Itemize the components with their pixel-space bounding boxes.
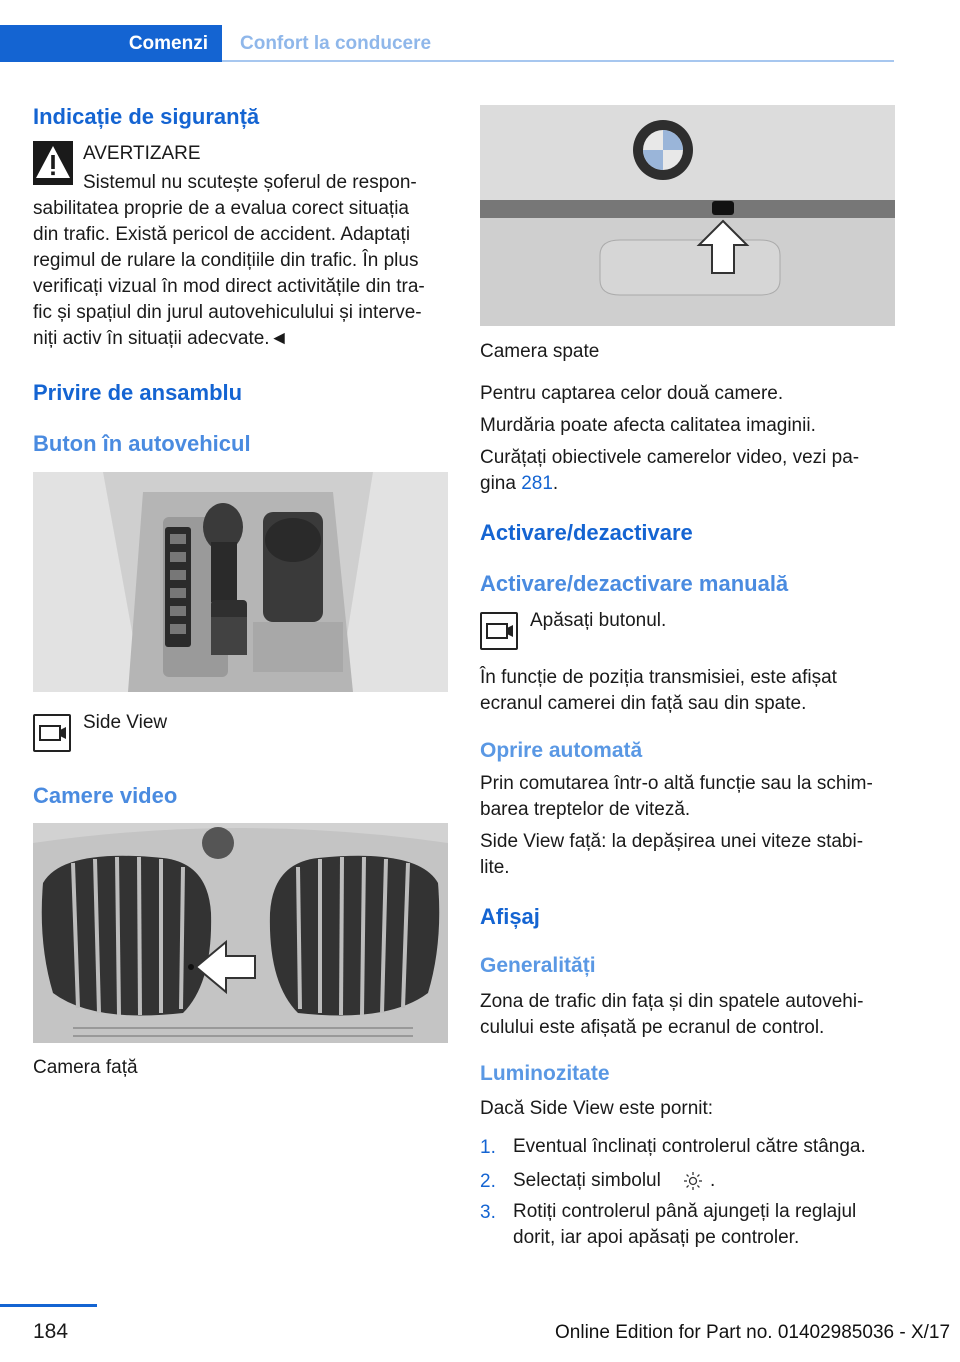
chapter-tabs: [0, 25, 894, 62]
cameras-title: Camere video: [33, 783, 178, 808]
rear-camera-caption: Camera spate: [480, 341, 600, 362]
center-console-photo: [33, 472, 448, 692]
paragraph-dirt: Murdăria poate afecta calitatea imaginii.: [480, 415, 816, 436]
step-number: 2.: [480, 1171, 496, 1192]
button-in-vehicle-title: Buton în autovehicul: [33, 431, 251, 456]
brightness-sun-icon: [683, 1171, 703, 1191]
warning-text-line: niți activ în situații adecvate.◄: [33, 328, 289, 349]
tab-comenzi[interactable]: Comenzi: [0, 25, 222, 62]
warning-text-line: regimul de rulare la condițiile din trafic. În plus: [33, 250, 419, 271]
side-view-text-line: lite.: [480, 857, 510, 878]
side-view-text-line: Side View față: la depășirea unei viteze stabi-: [480, 831, 864, 852]
press-button-text: Apăsați butonul.: [530, 610, 667, 631]
general-text-line: Zona de trafic din fața și din spatele autovehi-: [480, 991, 864, 1012]
page-number-rule: [0, 1304, 97, 1307]
step-text: Selectați simbolul: [513, 1170, 661, 1191]
step-text: Eventual înclinați controlerul către stânga.: [513, 1136, 866, 1157]
tab-underline: [222, 60, 894, 62]
auto-off-text-line: barea treptelor de viteză.: [480, 799, 691, 820]
front-camera-caption: Camera față: [33, 1057, 138, 1078]
warning-triangle-icon: [33, 141, 73, 185]
general-title: Generalități: [480, 954, 596, 977]
warning-text-first-line: Sistemul nu scutește șoferul de respon-: [83, 172, 417, 193]
paragraph-clean-line1: Curățați obiectivele camerelor video, vezi pa-: [480, 447, 860, 468]
side-view-button-icon: [33, 714, 71, 752]
display-title: Afișaj: [480, 904, 540, 929]
step-suffix: .: [710, 1170, 716, 1191]
warning-label: AVERTIZARE: [83, 143, 201, 164]
function-text-line: ecranul camerei din față sau din spate.: [480, 693, 807, 714]
general-text-line: culului este afișată pe ecranul de control.: [480, 1017, 825, 1038]
safety-title: Indicație de siguranță: [33, 104, 260, 129]
activation-title: Activare/dezactivare: [480, 520, 693, 545]
manual-activation-title: Activare/dezactivare manuală: [480, 571, 789, 596]
warning-text-line: fic și spațiul din jurul autovehiculului și interve-: [33, 302, 422, 323]
warning-text-line: din trafic. Există pericol de accident. Adaptați: [33, 224, 411, 245]
page-link-281[interactable]: 281: [521, 473, 553, 494]
brightness-intro: Dacă Side View este pornit:: [480, 1098, 714, 1119]
step-text-continued: dorit, iar apoi apăsați pe controler.: [513, 1227, 800, 1248]
front-camera-photo: [33, 823, 448, 1043]
paragraph-capture: Pentru captarea celor două camere.: [480, 383, 784, 404]
edition-footer: Online Edition for Part no. 01402985036 - X/17: [555, 1322, 951, 1343]
auto-off-text-line: Prin comutarea într-o altă funcție sau la schim-: [480, 773, 873, 794]
rear-camera-photo: [480, 105, 895, 326]
camera-button-icon: [480, 612, 518, 650]
step-number: 1.: [480, 1137, 496, 1158]
brightness-title: Luminozitate: [480, 1062, 610, 1085]
step-number: 3.: [480, 1202, 496, 1223]
tab-confort-la-conducere[interactable]: Confort la conducere: [240, 33, 432, 54]
overview-title: Privire de ansamblu: [33, 380, 243, 405]
page-number: 184: [33, 1320, 69, 1343]
warning-text-line: sabilitatea proprie de a evalua corect situația: [33, 198, 410, 219]
step-text: Rotiți controlerul până ajungeți la reglajul: [513, 1201, 857, 1222]
function-text-line: În funcție de poziția transmisiei, este afișat: [480, 667, 837, 688]
warning-text-line: verificați vizual în mod direct activitățile din tra-: [33, 276, 425, 297]
side-view-label: Side View: [83, 712, 168, 733]
auto-off-title: Oprire automată: [480, 739, 643, 762]
paragraph-clean-line2: gina 281.: [480, 473, 559, 494]
